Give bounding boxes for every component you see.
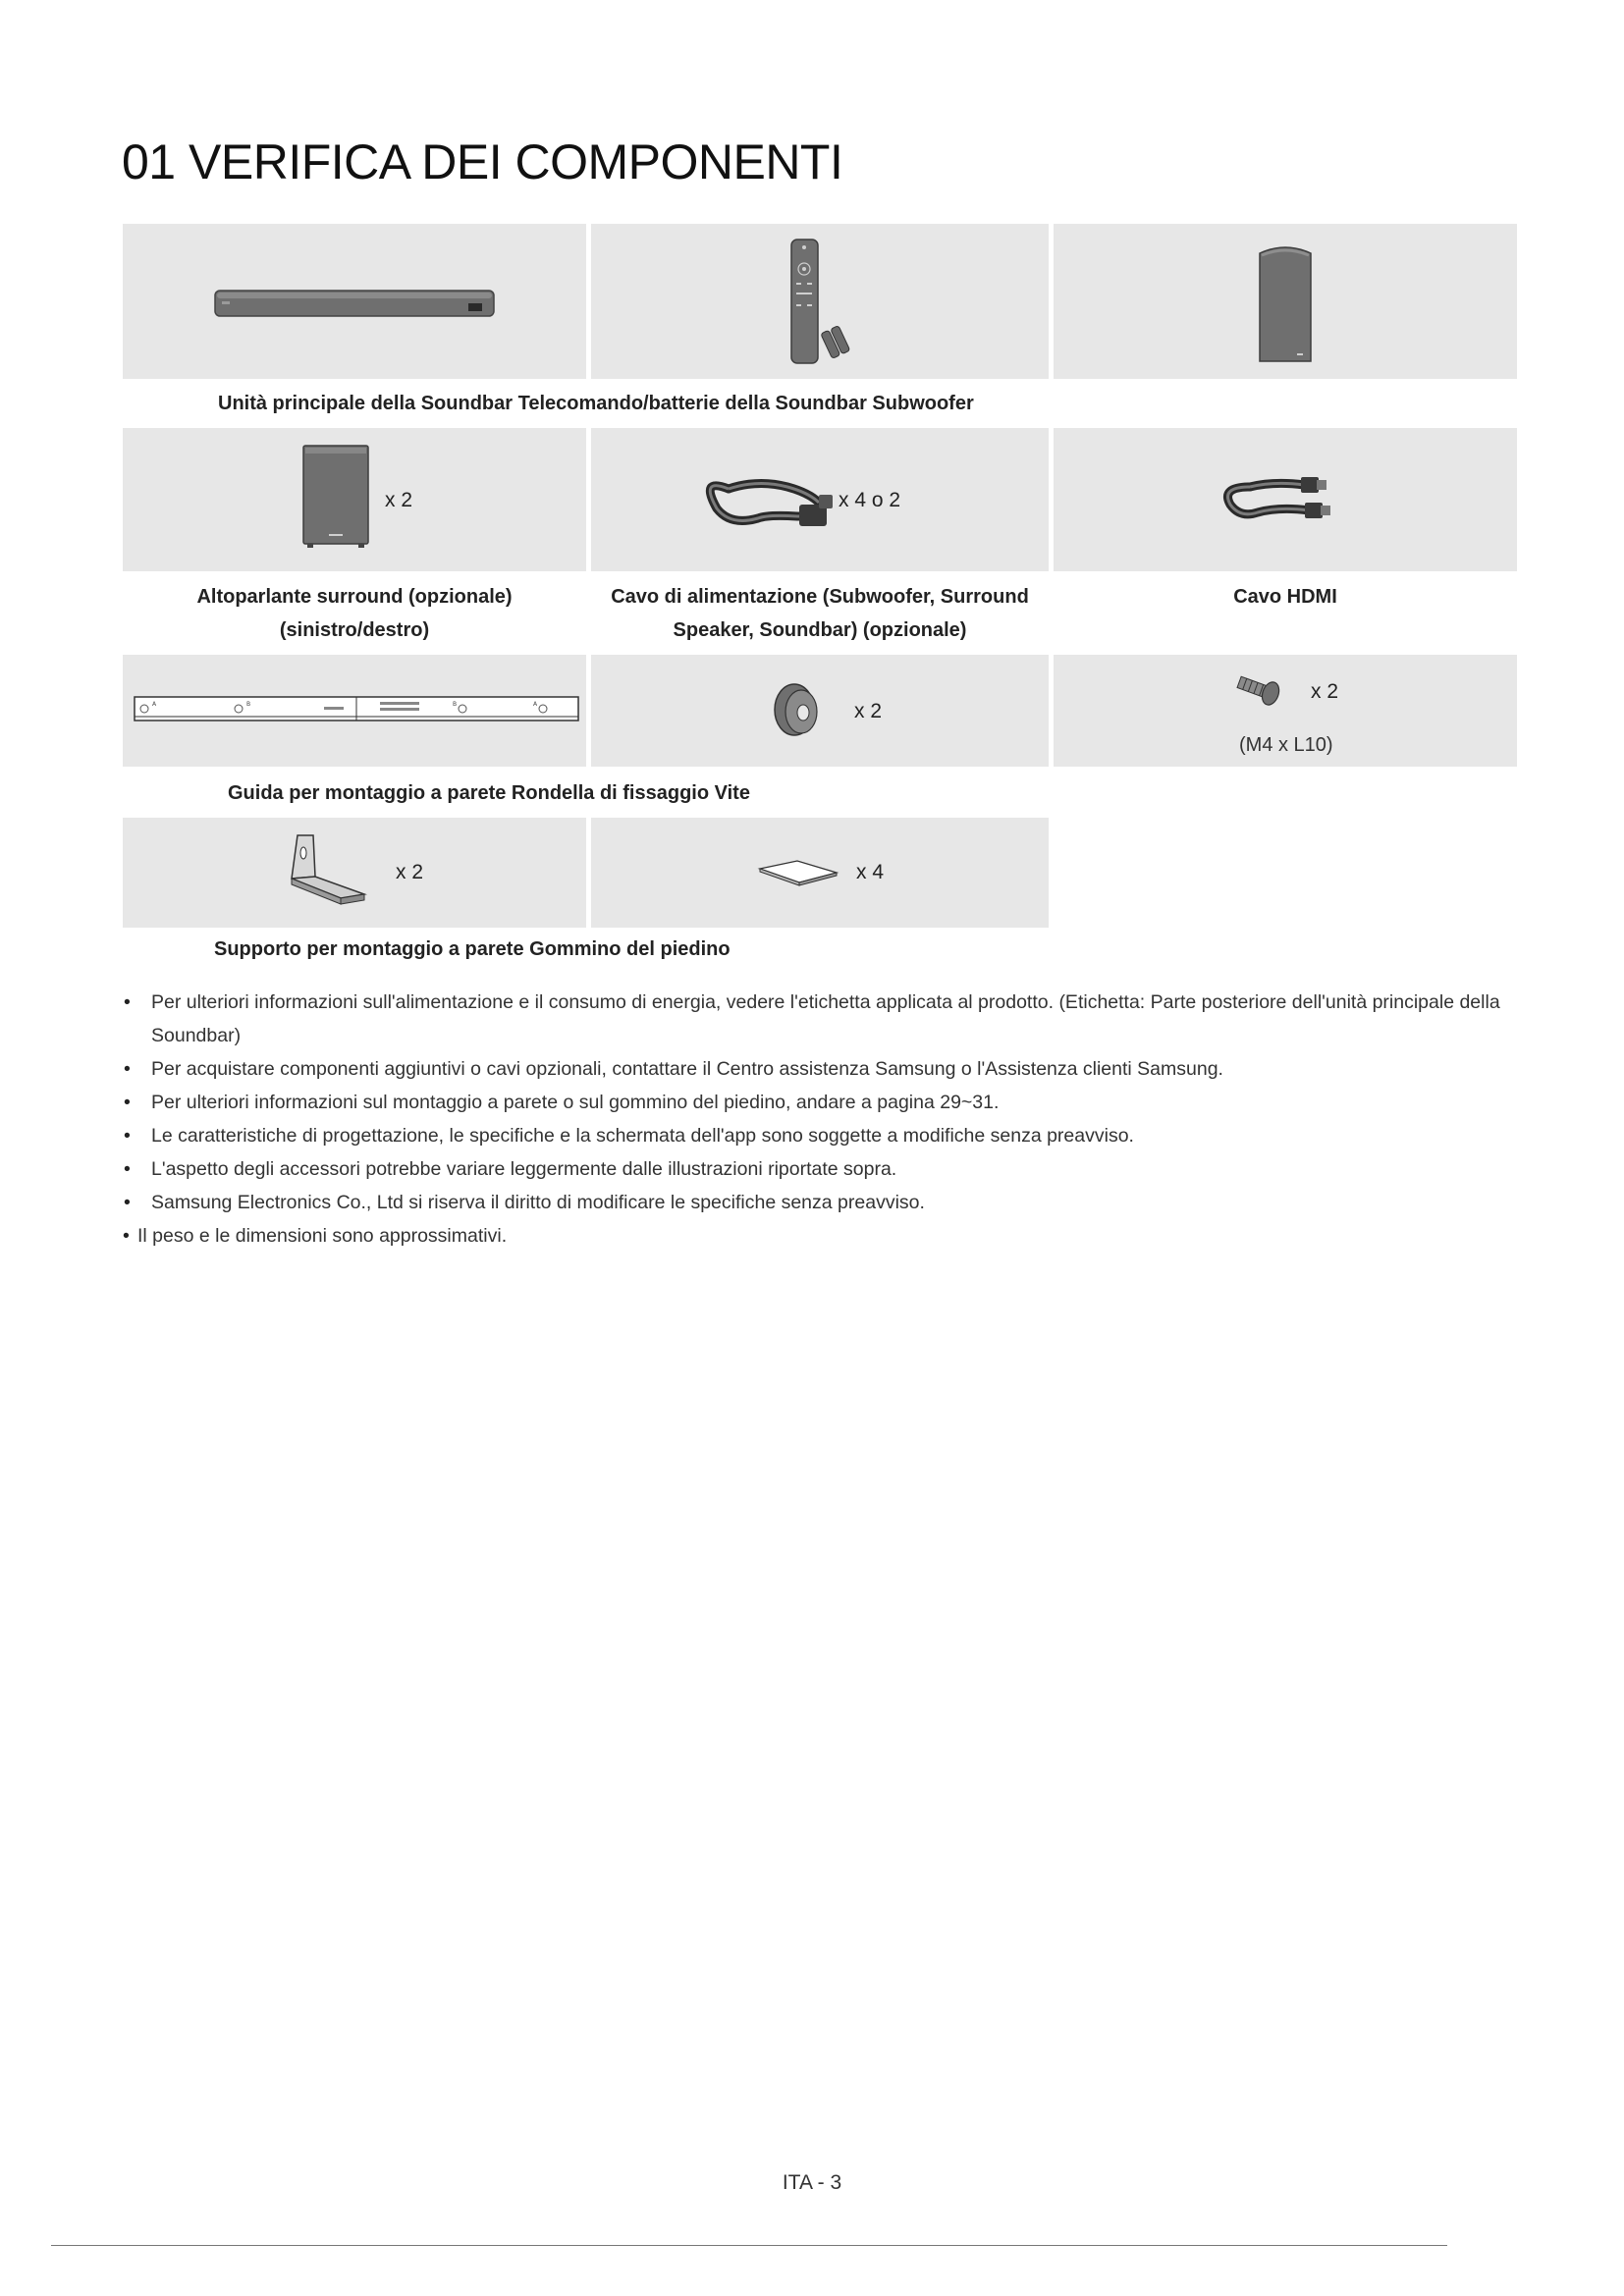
svg-text:A: A	[533, 701, 538, 708]
washer-icon	[591, 655, 1049, 767]
surround-speaker-cell	[123, 428, 586, 571]
note-item: • Per ulteriori informazioni sul montaggio a parete o sul gommino del piedino, andare a pagina 29~31.	[122, 1086, 1516, 1119]
power-cable-icon	[591, 428, 1049, 571]
row1-caption: Unità principale della Soundbar Telecomando/batterie della Soundbar Subwoofer	[218, 393, 974, 414]
wall-mount-guide-icon	[123, 655, 586, 767]
surround-speaker-icon	[123, 428, 586, 571]
rubber-foot-icon	[591, 818, 1049, 928]
wall-bracket-icon	[123, 818, 586, 928]
page-title: 01 VERIFICA DEI COMPONENTI	[122, 134, 843, 189]
foot-quantity: x 4	[856, 861, 885, 883]
screw-cell	[1054, 655, 1517, 767]
note-item: • L'aspetto degli accessori potrebbe variare leggermente dalle illustrazioni riportate sopra.	[122, 1152, 1516, 1186]
soundbar-icon	[123, 224, 586, 379]
soundbar-cell	[123, 224, 586, 379]
power-cable-quantity: x 4 o 2	[839, 489, 901, 511]
note-item: • Samsung Electronics Co., Ltd si riserva il diritto di modificare le specifiche senza preavviso.	[122, 1186, 1516, 1219]
power-cable-cell	[591, 428, 1049, 571]
note-item: • Per acquistare componenti aggiuntivi o cavi opzionali, contattare il Centro assistenza Samsung o l'Assistenza clienti Samsung.	[122, 1052, 1516, 1086]
subwoofer-cell	[1054, 224, 1517, 379]
svg-text:A: A	[152, 701, 157, 708]
washer-cell	[591, 655, 1049, 767]
note-item: • Il peso e le dimensioni sono approssimativi.	[122, 1219, 1516, 1253]
speaker-caption: Altoparlante surround (opzionale) (sinistro/destro)	[196, 586, 513, 641]
page-number: ITA - 3	[782, 2171, 842, 2194]
svg-text:B: B	[453, 701, 458, 708]
notes-list	[122, 986, 1516, 1253]
hdmi-caption: Cavo HDMI	[1233, 586, 1337, 608]
power-cable-caption: Cavo di alimentazione (Subwoofer, Surround Speaker, Soundbar) (opzionale)	[611, 586, 1029, 641]
bracket-quantity: x 2	[396, 861, 424, 883]
remote-control-icon	[591, 224, 1049, 379]
remote-control-cell	[591, 224, 1049, 379]
svg-text:B: B	[246, 701, 251, 708]
screw-quantity: x 2	[1311, 680, 1339, 703]
row4-caption: Supporto per montaggio a parete Gommino del piedino	[214, 938, 731, 960]
note-item: • Le caratteristiche di progettazione, le specifiche e la schermata dell'app sono soggette a modifiche senza preavviso.	[122, 1119, 1516, 1152]
rubber-foot-cell	[591, 818, 1049, 928]
subwoofer-icon	[1054, 224, 1517, 379]
screw-size: (M4 x L10)	[1239, 734, 1333, 756]
bottom-divider	[51, 2245, 1447, 2246]
hdmi-cable-cell	[1054, 428, 1517, 571]
speaker-quantity: x 2	[385, 489, 413, 511]
row3-caption: Guida per montaggio a parete Rondella di fissaggio Vite	[228, 782, 750, 804]
wall-bracket-cell	[123, 818, 586, 928]
note-item: • Per ulteriori informazioni sull'alimentazione e il consumo di energia, vedere l'etichetta applicata al prodotto. (Etichetta: Parte posteriore dell'unità principale della Soundbar)	[122, 986, 1516, 1052]
washer-quantity: x 2	[854, 700, 883, 722]
hdmi-cable-icon	[1054, 428, 1517, 571]
wall-mount-guide-cell	[123, 655, 586, 767]
